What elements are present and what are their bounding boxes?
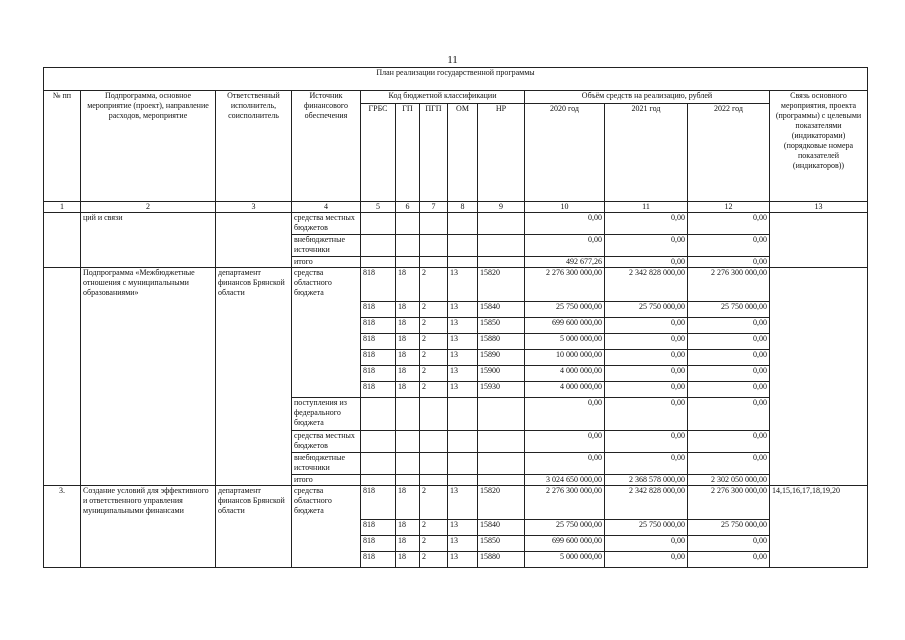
nr-cell <box>478 235 525 257</box>
amount-2022: 0,00 <box>688 453 770 475</box>
source-cell: итого <box>292 475 361 486</box>
header-volume: Объём средств на реализацию, рублей <box>525 91 770 104</box>
row-number <box>44 213 81 268</box>
gp-cell <box>396 235 420 257</box>
col-number: 2 <box>81 202 216 213</box>
amount-2020: 4 000 000,00 <box>525 366 605 382</box>
gp-cell: 18 <box>396 318 420 334</box>
grbs-cell: 818 <box>361 334 396 350</box>
responsible-cell: департамент финансов Брянской области <box>216 486 292 568</box>
col-number: 4 <box>292 202 361 213</box>
col-number: 12 <box>688 202 770 213</box>
col-number: 5 <box>361 202 396 213</box>
pgp-cell: 2 <box>420 366 448 382</box>
gp-cell: 18 <box>396 334 420 350</box>
subprogram-name: Подпрограмма «Межбюджетные отношения с муниципальными образованиями» <box>81 268 216 486</box>
subprogram-name: ций и связи <box>81 213 216 268</box>
om-cell <box>448 257 478 268</box>
header-number: № пп <box>44 91 81 202</box>
amount-2021: 2 342 828 000,00 <box>605 268 688 302</box>
header-responsible: Ответственный исполнитель, соисполнитель <box>216 91 292 202</box>
amount-2020: 0,00 <box>525 453 605 475</box>
gp-cell <box>396 257 420 268</box>
amount-2022: 0,00 <box>688 334 770 350</box>
amount-2020: 0,00 <box>525 235 605 257</box>
gp-cell: 18 <box>396 366 420 382</box>
grbs-cell: 818 <box>361 486 396 520</box>
grbs-cell <box>361 398 396 431</box>
nr-cell <box>478 398 525 431</box>
amount-2022: 2 276 300 000,00 <box>688 268 770 302</box>
amount-2020: 5 000 000,00 <box>525 552 605 568</box>
nr-cell: 15930 <box>478 382 525 398</box>
gp-cell: 18 <box>396 536 420 552</box>
amount-2021: 0,00 <box>605 213 688 235</box>
amount-2021: 0,00 <box>605 453 688 475</box>
om-cell: 13 <box>448 536 478 552</box>
amount-2022: 0,00 <box>688 382 770 398</box>
amount-2020: 25 750 000,00 <box>525 302 605 318</box>
source-cell: внебюджетные источники <box>292 235 361 257</box>
pgp-cell <box>420 213 448 235</box>
header-2020: 2020 год <box>525 104 605 202</box>
col-number: 13 <box>770 202 868 213</box>
amount-2020: 25 750 000,00 <box>525 520 605 536</box>
link-cell <box>770 268 868 486</box>
responsible-cell: департамент финансов Брянской области <box>216 268 292 486</box>
subprogram-name: Создание условий для эффективного и ответственного управления муниципальными финансами <box>81 486 216 568</box>
amount-2021: 0,00 <box>605 334 688 350</box>
nr-cell: 15820 <box>478 268 525 302</box>
grbs-cell: 818 <box>361 536 396 552</box>
col-number: 8 <box>448 202 478 213</box>
grbs-cell <box>361 453 396 475</box>
header-2021: 2021 год <box>605 104 688 202</box>
header-2022: 2022 год <box>688 104 770 202</box>
om-cell <box>448 475 478 486</box>
source-cell: средства местных бюджетов <box>292 213 361 235</box>
amount-2020: 2 276 300 000,00 <box>525 268 605 302</box>
pgp-cell: 2 <box>420 318 448 334</box>
pgp-cell: 2 <box>420 382 448 398</box>
grbs-cell: 818 <box>361 350 396 366</box>
grbs-cell: 818 <box>361 318 396 334</box>
responsible-cell <box>216 213 292 268</box>
header-grbs: ГРБС <box>361 104 396 202</box>
grbs-cell: 818 <box>361 302 396 318</box>
nr-cell <box>478 257 525 268</box>
om-cell <box>448 431 478 453</box>
pgp-cell <box>420 475 448 486</box>
table-row <box>44 213 868 235</box>
header-gp: ГП <box>396 104 420 202</box>
amount-2022: 0,00 <box>688 235 770 257</box>
link-cell <box>770 213 868 268</box>
page-number: 11 <box>447 54 458 66</box>
col-number: 3 <box>216 202 292 213</box>
om-cell: 13 <box>448 520 478 536</box>
nr-cell <box>478 213 525 235</box>
header-om: ОМ <box>448 104 478 202</box>
nr-cell: 15840 <box>478 302 525 318</box>
table-row <box>44 268 868 302</box>
source-cell: средства областного бюджета <box>292 268 361 398</box>
amount-2021: 0,00 <box>605 350 688 366</box>
om-cell: 13 <box>448 268 478 302</box>
amount-2020: 0,00 <box>525 213 605 235</box>
pgp-cell <box>420 257 448 268</box>
pgp-cell <box>420 398 448 431</box>
amount-2021: 0,00 <box>605 257 688 268</box>
col-number: 11 <box>605 202 688 213</box>
gp-cell: 18 <box>396 552 420 568</box>
om-cell <box>448 235 478 257</box>
nr-cell: 15820 <box>478 486 525 520</box>
om-cell <box>448 453 478 475</box>
amount-2020: 699 600 000,00 <box>525 318 605 334</box>
gp-cell: 18 <box>396 350 420 366</box>
header-nr: НР <box>478 104 525 202</box>
nr-cell: 15900 <box>478 366 525 382</box>
gp-cell: 18 <box>396 520 420 536</box>
amount-2021: 0,00 <box>605 382 688 398</box>
pgp-cell: 2 <box>420 350 448 366</box>
grbs-cell: 818 <box>361 366 396 382</box>
amount-2021: 0,00 <box>605 536 688 552</box>
row-number: 3. <box>44 486 81 568</box>
grbs-cell <box>361 213 396 235</box>
nr-cell: 15880 <box>478 552 525 568</box>
amount-2020: 3 024 650 000,00 <box>525 475 605 486</box>
pgp-cell <box>420 431 448 453</box>
amount-2021: 25 750 000,00 <box>605 302 688 318</box>
nr-cell <box>478 431 525 453</box>
amount-2020: 4 000 000,00 <box>525 382 605 398</box>
pgp-cell: 2 <box>420 334 448 350</box>
grbs-cell: 818 <box>361 382 396 398</box>
amount-2022: 0,00 <box>688 350 770 366</box>
table-title-row <box>44 68 868 91</box>
grbs-cell <box>361 257 396 268</box>
amount-2022: 0,00 <box>688 431 770 453</box>
link-cell: 14,15,16,17,18,19,20 <box>770 486 868 568</box>
om-cell: 13 <box>448 382 478 398</box>
amount-2022: 0,00 <box>688 398 770 431</box>
amount-2022: 0,00 <box>688 213 770 235</box>
column-number-row <box>44 202 868 213</box>
grbs-cell: 818 <box>361 268 396 302</box>
amount-2022: 0,00 <box>688 318 770 334</box>
table-title: План реализации государственной программы <box>44 68 868 91</box>
om-cell: 13 <box>448 486 478 520</box>
amount-2022: 2 276 300 000,00 <box>688 486 770 520</box>
source-cell: внебюджетные источники <box>292 453 361 475</box>
grbs-cell <box>361 475 396 486</box>
gp-cell <box>396 398 420 431</box>
source-cell: средства местных бюджетов <box>292 431 361 453</box>
pgp-cell: 2 <box>420 486 448 520</box>
col-number: 9 <box>478 202 525 213</box>
header-pgp: ПГП <box>420 104 448 202</box>
gp-cell: 18 <box>396 486 420 520</box>
grbs-cell <box>361 235 396 257</box>
gp-cell <box>396 431 420 453</box>
amount-2022: 0,00 <box>688 257 770 268</box>
header-budget-code: Код бюджетной классификации <box>361 91 525 104</box>
om-cell <box>448 213 478 235</box>
amount-2022: 2 302 050 000,00 <box>688 475 770 486</box>
nr-cell <box>478 475 525 486</box>
nr-cell: 15840 <box>478 520 525 536</box>
om-cell: 13 <box>448 318 478 334</box>
grbs-cell <box>361 431 396 453</box>
pgp-cell: 2 <box>420 302 448 318</box>
col-number: 6 <box>396 202 420 213</box>
nr-cell <box>478 453 525 475</box>
pgp-cell: 2 <box>420 536 448 552</box>
gp-cell <box>396 213 420 235</box>
amount-2020: 5 000 000,00 <box>525 334 605 350</box>
nr-cell: 15880 <box>478 334 525 350</box>
amount-2021: 2 342 828 000,00 <box>605 486 688 520</box>
amount-2022: 25 750 000,00 <box>688 520 770 536</box>
header-row <box>44 91 868 104</box>
nr-cell: 15850 <box>478 318 525 334</box>
gp-cell: 18 <box>396 382 420 398</box>
gp-cell <box>396 453 420 475</box>
om-cell <box>448 398 478 431</box>
amount-2020: 0,00 <box>525 398 605 431</box>
amount-2021: 0,00 <box>605 398 688 431</box>
amount-2020: 0,00 <box>525 431 605 453</box>
col-number: 1 <box>44 202 81 213</box>
amount-2022: 0,00 <box>688 536 770 552</box>
pgp-cell: 2 <box>420 520 448 536</box>
amount-2021: 0,00 <box>605 431 688 453</box>
col-number: 10 <box>525 202 605 213</box>
amount-2021: 25 750 000,00 <box>605 520 688 536</box>
amount-2022: 0,00 <box>688 552 770 568</box>
gp-cell: 18 <box>396 302 420 318</box>
pgp-cell <box>420 235 448 257</box>
source-cell: поступления из федерального бюджета <box>292 398 361 431</box>
plan-table <box>43 67 868 568</box>
amount-2021: 0,00 <box>605 552 688 568</box>
header-source: Источник финансового обеспечения <box>292 91 361 202</box>
amount-2020: 10 000 000,00 <box>525 350 605 366</box>
amount-2021: 0,00 <box>605 235 688 257</box>
amount-2020: 2 276 300 000,00 <box>525 486 605 520</box>
nr-cell: 15890 <box>478 350 525 366</box>
amount-2022: 25 750 000,00 <box>688 302 770 318</box>
amount-2020: 699 600 000,00 <box>525 536 605 552</box>
pgp-cell: 2 <box>420 268 448 302</box>
om-cell: 13 <box>448 302 478 318</box>
grbs-cell: 818 <box>361 552 396 568</box>
amount-2022: 0,00 <box>688 366 770 382</box>
nr-cell: 15850 <box>478 536 525 552</box>
amount-2021: 0,00 <box>605 366 688 382</box>
om-cell: 13 <box>448 350 478 366</box>
header-subprogram: Подпрограмма, основное мероприятие (проект), направление расходов, мероприятие <box>81 91 216 202</box>
header-link: Связь основного мероприятия, проекта (программы) с целевыми показателями (индикаторами) (порядковые номера показателей (индикаторов)) <box>770 91 868 202</box>
source-cell: итого <box>292 257 361 268</box>
row-number <box>44 268 81 486</box>
grbs-cell: 818 <box>361 520 396 536</box>
pgp-cell: 2 <box>420 552 448 568</box>
source-cell: средства областного бюджета <box>292 486 361 568</box>
amount-2021: 0,00 <box>605 318 688 334</box>
amount-2020: 492 677,26 <box>525 257 605 268</box>
om-cell: 13 <box>448 366 478 382</box>
gp-cell <box>396 475 420 486</box>
om-cell: 13 <box>448 334 478 350</box>
table-row <box>44 486 868 520</box>
gp-cell: 18 <box>396 268 420 302</box>
pgp-cell <box>420 453 448 475</box>
col-number: 7 <box>420 202 448 213</box>
amount-2021: 2 368 578 000,00 <box>605 475 688 486</box>
om-cell: 13 <box>448 552 478 568</box>
